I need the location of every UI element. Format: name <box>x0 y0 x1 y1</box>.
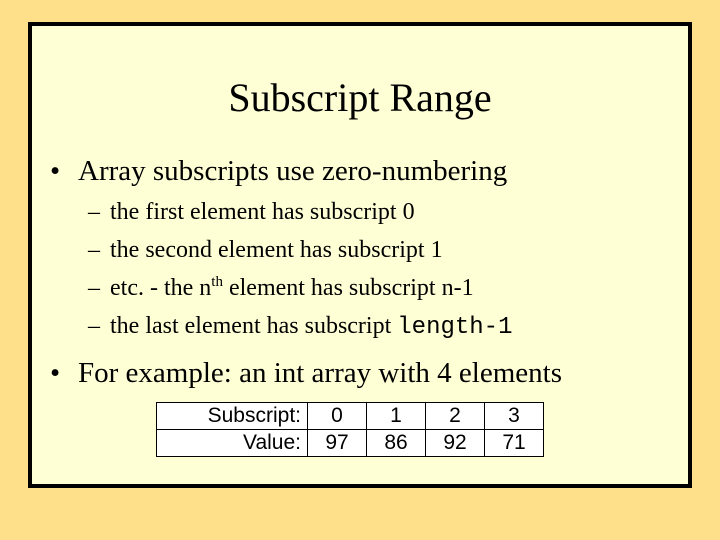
slide <box>28 22 692 488</box>
sub-item-text: the second element has subscript 1 <box>110 237 443 263</box>
bullet-item <box>50 356 562 390</box>
array-table <box>156 402 544 457</box>
bullet-text: Array subscripts use zero-numbering <box>78 155 508 187</box>
sub-item <box>88 236 443 264</box>
sub-item-text: element has subscript n-1 <box>222 275 474 301</box>
dash-glyph: – <box>88 199 100 225</box>
subscript-cell: 1 <box>367 403 426 430</box>
sub-item-text: the last element has subscript <box>110 313 398 339</box>
code-text: length-1 <box>397 314 513 341</box>
sub-item <box>88 312 512 342</box>
row-label: Subscript: <box>157 403 308 430</box>
bullet-glyph: • <box>50 155 61 187</box>
subscript-cell: 0 <box>308 403 367 430</box>
table-row-subscripts <box>157 403 544 430</box>
sub-item-text: the first element has subscript 0 <box>110 199 415 225</box>
subscript-cell: 3 <box>485 403 544 430</box>
value-cell: 92 <box>426 430 485 457</box>
dash-glyph: – <box>88 313 100 339</box>
value-cell: 86 <box>367 430 426 457</box>
superscript: th <box>211 274 223 290</box>
slide-title: Subscript Range <box>228 75 492 120</box>
sub-item-text: etc. - the n <box>110 275 212 301</box>
bullet-text: For example: an int array with 4 elements <box>78 357 562 389</box>
table-row-values <box>157 430 544 457</box>
dash-glyph: – <box>88 237 100 263</box>
sub-item <box>88 274 474 302</box>
subscript-cell: 2 <box>426 403 485 430</box>
value-cell: 71 <box>485 430 544 457</box>
value-cell: 97 <box>308 430 367 457</box>
bullet-glyph: • <box>50 357 61 389</box>
sub-item <box>88 198 415 226</box>
dash-glyph: – <box>88 275 100 301</box>
row-label: Value: <box>157 430 308 457</box>
bullet-item <box>50 154 507 188</box>
